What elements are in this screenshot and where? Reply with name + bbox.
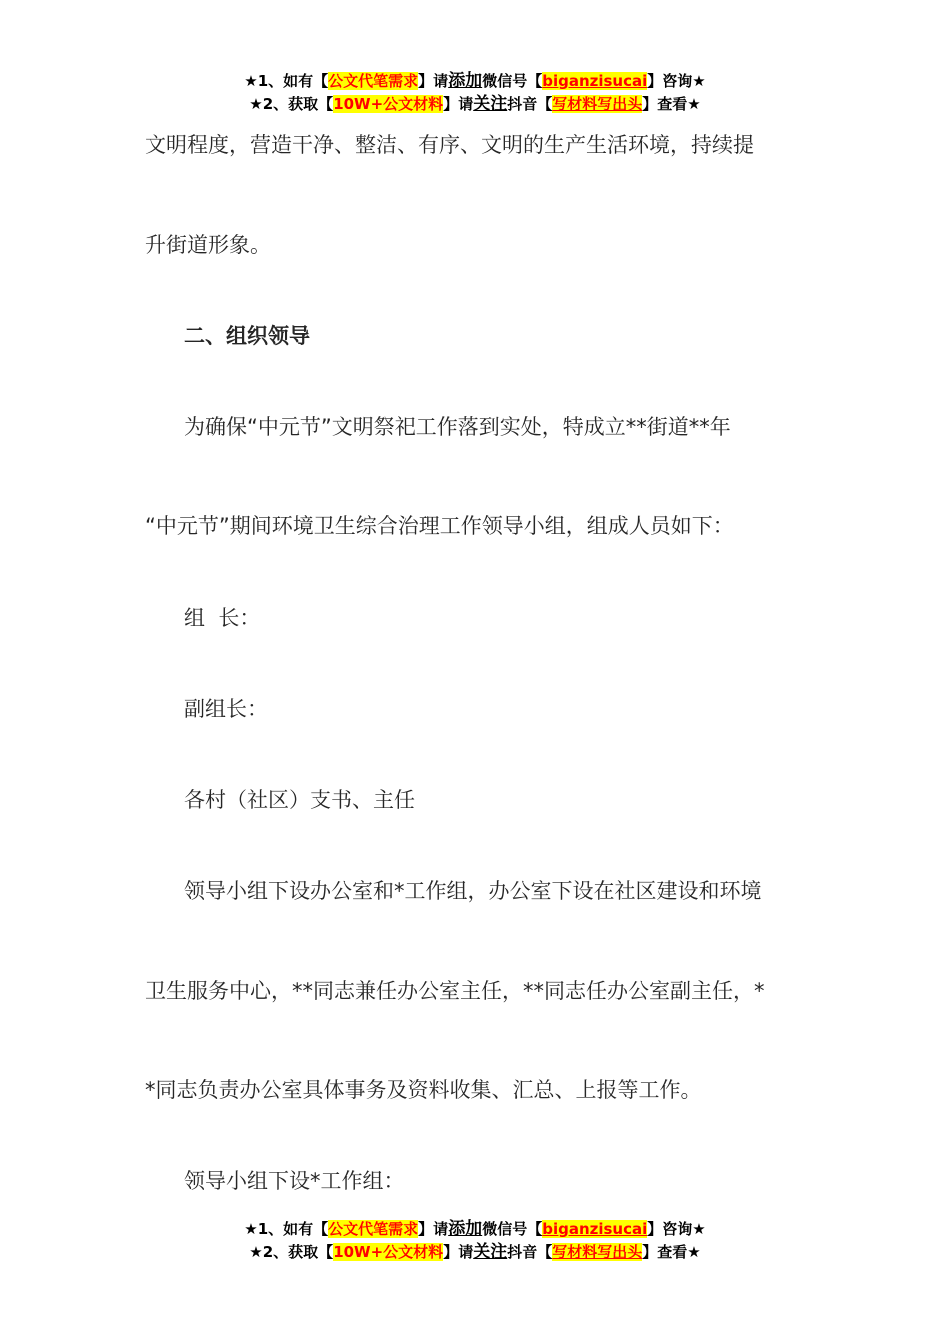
banner-douyin-id: 写材料写出头 [552, 95, 643, 113]
deputy-leader-label: 副组长： [184, 697, 268, 721]
paragraph-line: 领导小组下设*工作组： [184, 1169, 405, 1193]
paragraph-line: 卫生服务中心，**同志兼任办公室主任，**同志任办公室副主任，* [145, 979, 765, 1003]
banner-text: 微信号【 [482, 72, 543, 90]
paragraph-line: 领导小组下设办公室和*工作组，办公室下设在社区建设和环境 [184, 879, 762, 903]
banner-highlight: 10W+公文材料 [333, 1243, 444, 1261]
banner-text: 】咨询★ [647, 72, 706, 90]
paragraph-line: 文明程度，营造干净、整洁、有序、文明的生产生活环境，持续提 [145, 133, 754, 157]
members-label: 各村（社区）支书、主任 [184, 788, 415, 812]
banner-text: 】请 [443, 1243, 474, 1261]
banner-line-2 [0, 1241, 950, 1264]
paragraph-line: 升街道形象。 [145, 233, 271, 257]
footer-banner [0, 1218, 950, 1264]
banner-text: ★1、如有【 [244, 1220, 329, 1238]
banner-highlight: 公文代笔需求 [328, 72, 419, 90]
banner-text: 】查看★ [642, 1243, 701, 1261]
header-banner [0, 70, 950, 116]
banner-wechat-id: biganzisucai [542, 72, 648, 90]
paragraph-line: *同志负责办公室具体事务及资料收集、汇总、上报等工作。 [145, 1078, 702, 1102]
banner-line-2 [0, 93, 950, 116]
banner-text: 抖音【 [507, 95, 553, 113]
banner-text: 微信号【 [482, 1220, 543, 1238]
banner-line-1 [0, 1218, 950, 1241]
banner-text: 】请 [418, 72, 449, 90]
banner-text: 】咨询★ [647, 1220, 706, 1238]
banner-line-1 [0, 70, 950, 93]
banner-wechat-id: biganzisucai [542, 1220, 648, 1238]
section-heading: 二、组织领导 [184, 324, 310, 348]
banner-highlight: 10W+公文材料 [333, 95, 444, 113]
banner-emphasis: 添加 [448, 71, 483, 91]
banner-text: 】查看★ [642, 95, 701, 113]
banner-emphasis: 关注 [473, 1242, 508, 1262]
paragraph-line: 为确保“中元节”文明祭祀工作落到实处，特成立**街道**年 [184, 415, 731, 439]
paragraph-line: “中元节”期间环境卫生综合治理工作领导小组，组成人员如下： [145, 514, 734, 538]
leader-label: 组 长： [184, 606, 261, 630]
banner-emphasis: 添加 [448, 1219, 483, 1239]
banner-highlight: 公文代笔需求 [328, 1220, 419, 1238]
banner-text: 抖音【 [507, 1243, 553, 1261]
banner-text: ★2、获取【 [249, 1243, 334, 1261]
banner-text: ★2、获取【 [249, 95, 334, 113]
banner-text: 】请 [418, 1220, 449, 1238]
banner-text: ★1、如有【 [244, 72, 329, 90]
banner-text: 】请 [443, 95, 474, 113]
banner-douyin-id: 写材料写出头 [552, 1243, 643, 1261]
banner-emphasis: 关注 [473, 94, 508, 114]
